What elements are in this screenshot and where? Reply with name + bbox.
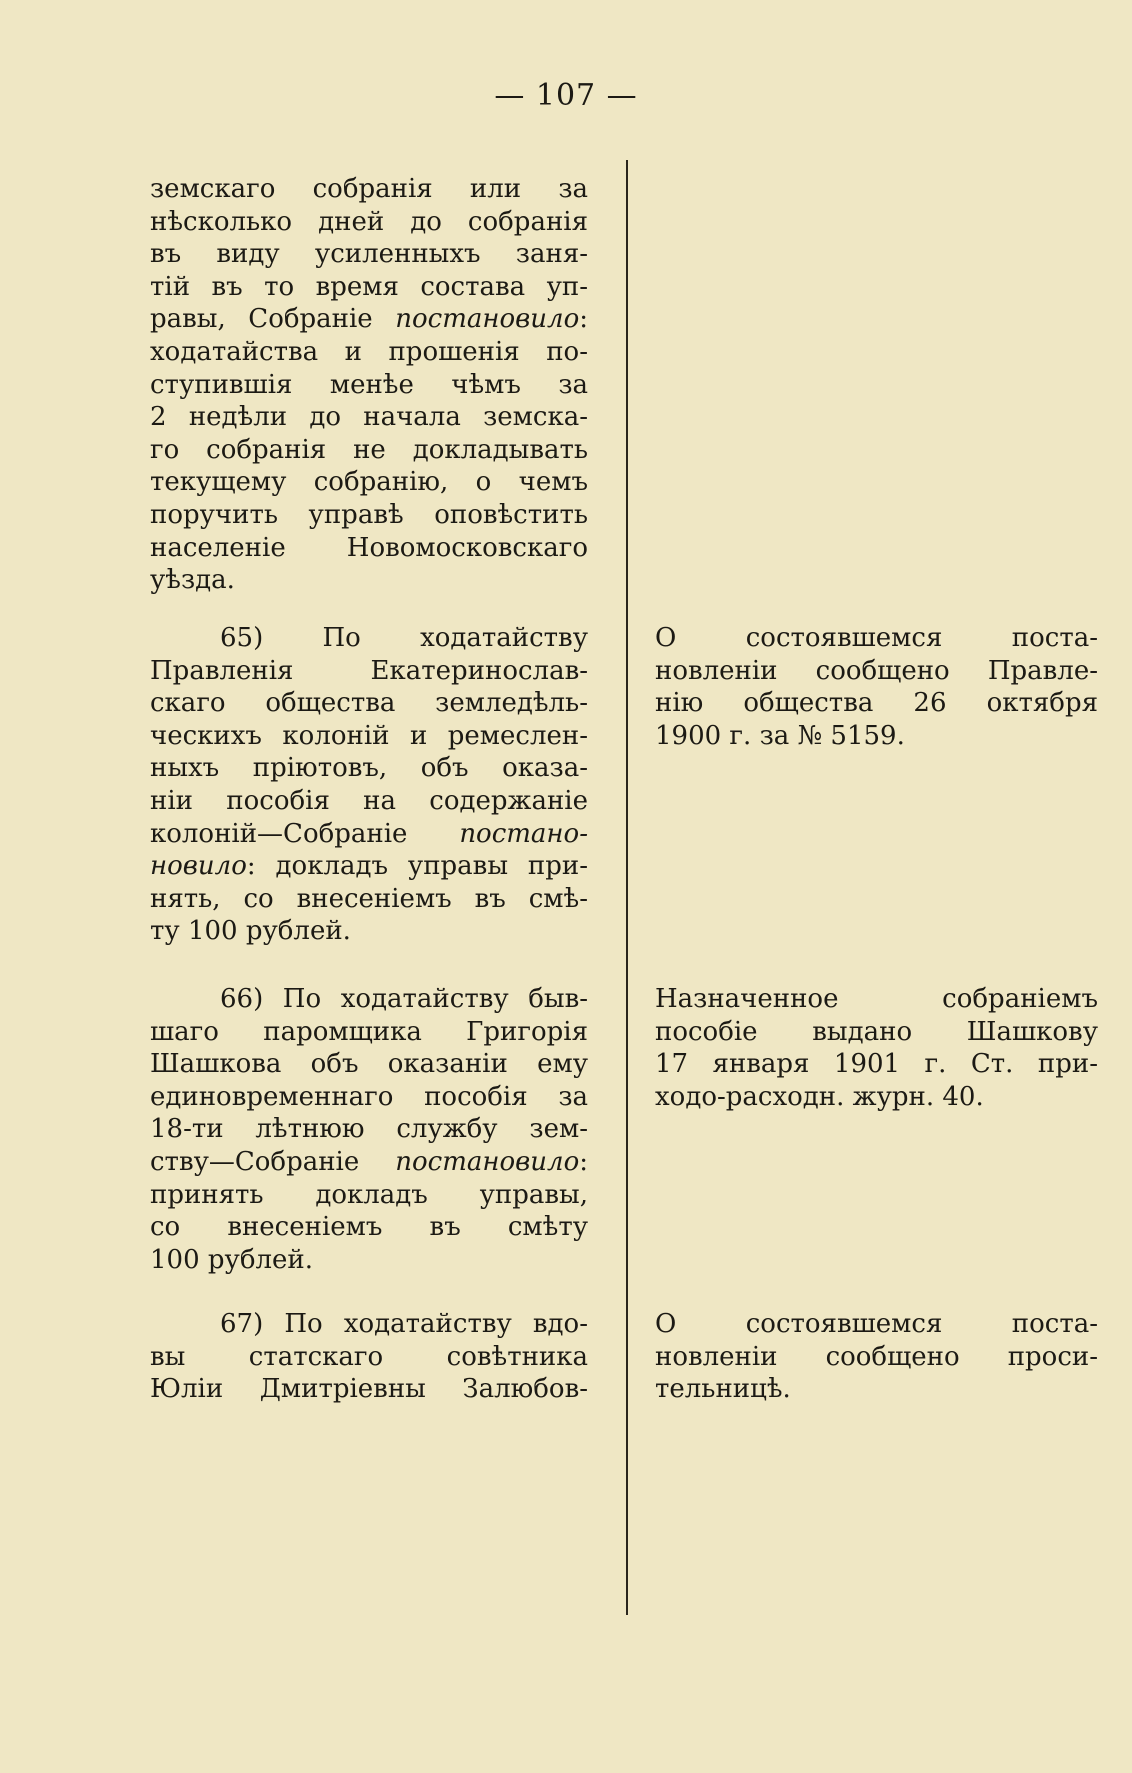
text-line: [150, 173, 588, 206]
text-line: [150, 655, 588, 688]
text-line: [655, 1048, 1098, 1081]
emphasis-text: постановило: [395, 304, 580, 335]
line-text: со внесеніемъ въ смѣту: [150, 1212, 588, 1243]
text-line: [150, 1113, 588, 1146]
paragraph-65: [150, 622, 588, 948]
text-line: [150, 1244, 588, 1277]
line-text: тельницѣ.: [655, 1374, 791, 1405]
line-text: принять докладъ управы,: [150, 1179, 588, 1210]
line-text: 100 рублей.: [150, 1244, 313, 1275]
paragraph-66: [150, 983, 588, 1276]
text-line: [150, 1373, 588, 1406]
text-line: [655, 1341, 1098, 1374]
text-line: [150, 1211, 588, 1244]
line-text: нію общества 26 октября: [655, 688, 1098, 719]
text-line: [150, 206, 588, 239]
line-text: пособіе выдано Шашкову: [655, 1016, 1098, 1047]
text-line: [150, 785, 588, 818]
line-text: уѣзда.: [150, 565, 235, 596]
line-text: нѣсколько дней до собранія: [150, 206, 588, 237]
text-line: [150, 238, 588, 271]
text-line: [150, 752, 588, 785]
text-line: [150, 499, 588, 532]
text-line: [150, 687, 588, 720]
text-line: [150, 1146, 588, 1179]
text-line: [150, 564, 588, 597]
line-text: 66) По ходатайству быв-: [220, 984, 588, 1014]
line-text: О состоявшемся поста-: [655, 623, 1098, 653]
text-line: [150, 1341, 588, 1374]
note-65: [655, 622, 1098, 752]
text-line: [150, 271, 588, 304]
paragraph-67: [150, 1308, 588, 1406]
note-66: [655, 983, 1098, 1113]
column-divider: [626, 160, 628, 1615]
line-text: шаго паромщика Григорія: [150, 1016, 588, 1047]
text-line: [655, 1016, 1098, 1049]
line-text: колоній—Собраніе: [150, 818, 460, 849]
line-text: новленіи сообщено Правле-: [655, 655, 1098, 686]
emphasis-text: постановило: [395, 1146, 580, 1177]
text-line: [655, 687, 1098, 720]
line-text: тій въ то время состава уп-: [150, 271, 588, 302]
line-text: нять, со внесеніемъ въ смѣ-: [150, 883, 588, 914]
text-line: [150, 883, 588, 916]
line-text: Шашкова объ оказаніи ему: [150, 1049, 588, 1080]
line-text-after: :: [579, 1146, 588, 1177]
text-line: [655, 1308, 1098, 1341]
line-text: ходатайства и прошенія по-: [150, 336, 588, 367]
text-line: [150, 1016, 588, 1049]
line-text: 65) По ходатайству: [220, 623, 588, 653]
emphasis-text: новило: [150, 851, 247, 882]
text-line: [150, 983, 588, 1016]
line-text: ческихъ колоній и ремеслен-: [150, 720, 588, 751]
paragraph-continuation: [150, 173, 588, 597]
line-text: ніи пособія на содержаніе: [150, 785, 588, 816]
text-line: [150, 1048, 588, 1081]
text-line: [150, 1179, 588, 1212]
line-text-after: :: [579, 304, 588, 335]
line-text: го собранія не докладывать: [150, 434, 588, 465]
line-text: 2 недѣли до начала земска-: [150, 402, 588, 433]
line-text: ству—Собраніе: [150, 1146, 396, 1177]
text-line: [150, 532, 588, 565]
line-text: текущему собранію, о чемъ: [150, 467, 588, 498]
text-line: [150, 818, 588, 851]
line-text: ныхъ пріютовъ, объ оказа-: [150, 753, 588, 784]
line-text: равы, Собраніе: [150, 304, 396, 335]
text-line: [150, 434, 588, 467]
text-line: [655, 655, 1098, 688]
line-text: вы статскаго совѣтника: [150, 1341, 588, 1372]
line-text: поручить управѣ оповѣстить: [150, 499, 588, 530]
line-text: 17 января 1901 г. Ст. при-: [655, 1049, 1098, 1080]
line-text: новленіи сообщено проси-: [655, 1341, 1098, 1372]
line-text: 18-ти лѣтнюю службу зем-: [150, 1114, 588, 1145]
text-line: [150, 369, 588, 402]
text-line: [150, 850, 588, 883]
line-text: ступившія менѣе чѣмъ за: [150, 369, 588, 400]
line-text: 67) По ходатайству вдо-: [220, 1309, 588, 1339]
line-text: ту 100 рублей.: [150, 916, 351, 947]
text-line: [150, 720, 588, 753]
line-text: населеніе Новомосковскаго: [150, 532, 588, 563]
text-line: [150, 336, 588, 369]
text-line: [655, 1373, 1098, 1406]
text-line: [655, 983, 1098, 1016]
note-67: [655, 1308, 1098, 1406]
text-line: [150, 622, 588, 655]
line-text: Юліи Дмитріевны Залюбов-: [150, 1374, 588, 1405]
line-text-after: : докладъ управы при-: [246, 851, 588, 882]
text-line: [150, 303, 588, 336]
text-line: [655, 720, 1098, 753]
text-line: [655, 622, 1098, 655]
line-text: О состоявшемся поста-: [655, 1309, 1098, 1339]
text-line: [150, 1308, 588, 1341]
text-line: [655, 1081, 1098, 1114]
line-text: въ виду усиленныхъ заня-: [150, 239, 588, 270]
line-text: ходо-расходн. журн. 40.: [655, 1081, 984, 1112]
line-text: скаго общества земледѣль-: [150, 688, 588, 719]
line-text: земскаго собранія или за: [150, 174, 588, 204]
emphasis-text: постано-: [459, 818, 588, 849]
line-text: 1900 г. за № 5159.: [655, 720, 905, 751]
line-text: Правленія Екатеринослав-: [150, 655, 588, 686]
text-line: [150, 466, 588, 499]
text-line: [150, 401, 588, 434]
line-text: Назначенное собраніемъ: [655, 984, 1098, 1014]
page-number: — 107 —: [494, 78, 638, 113]
text-line: [150, 915, 588, 948]
text-line: [150, 1081, 588, 1114]
line-text: единовременнаго пособія за: [150, 1081, 588, 1112]
